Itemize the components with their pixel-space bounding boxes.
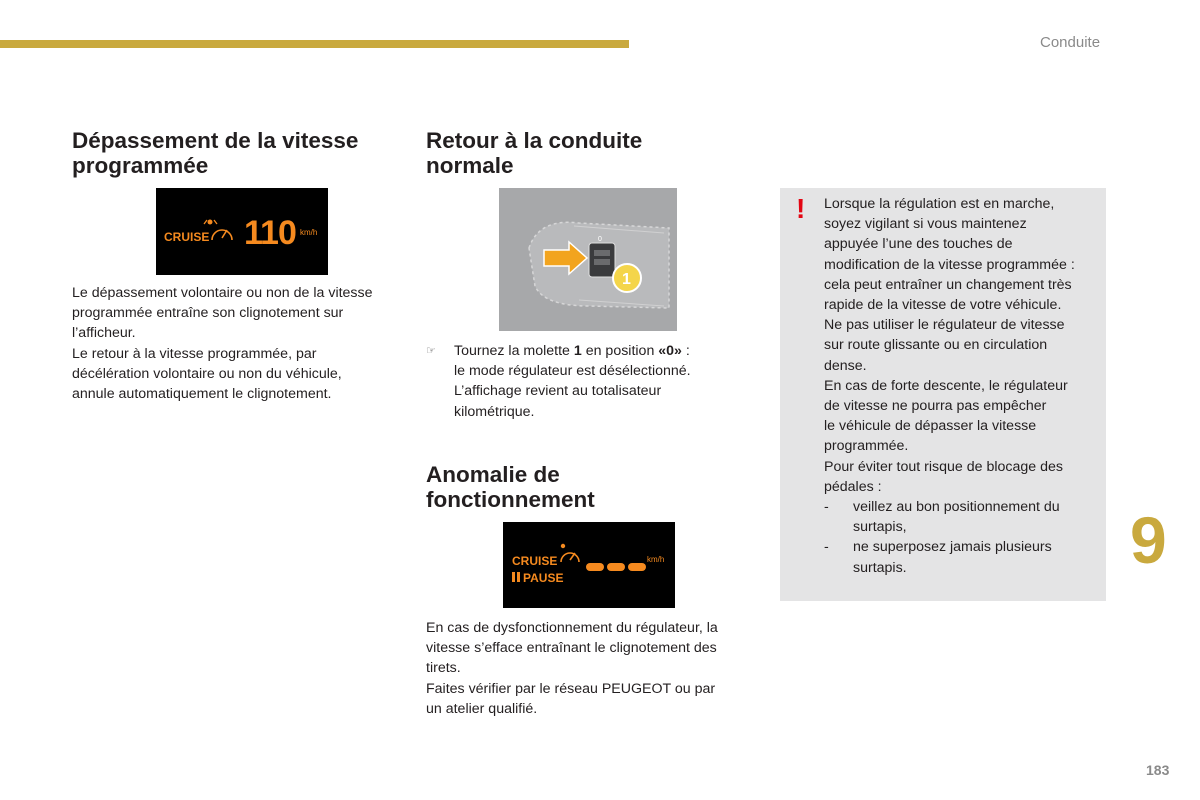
malfunction-heading: Anomalie de fonctionnement (426, 462, 595, 512)
malfunction-display-image (503, 522, 675, 608)
warning-list-item: - ne superposez jamais plusieurs surtapis. (824, 539, 1052, 576)
overspeed-display-image (156, 188, 328, 275)
header-accent-bar (0, 40, 629, 48)
cruise-label: CRUISE (164, 230, 210, 244)
cruise-label: CRUISE (512, 554, 558, 568)
return-instruction-text: Tournez la molette 1 en position «0» : le mode régulateur est désélectionné. L’affichage revient au totalisateur kilométrique. (454, 343, 691, 420)
return-heading: Retour à la conduite normale (426, 128, 643, 178)
speed-unit: km/h (300, 228, 318, 237)
pause-label: PAUSE (523, 571, 564, 585)
warning-text: Lorsque la régulation est en marche, soyez vigilant si vous maintenez appuyée l’une des touches de modification de la vitesse programmée : cela peut entraîner un changement très rapide de la vitesse de votre véhicule. Ne pas utiliser le régulateur de vitesse sur route glissante ou en circulation dense. En cas de forte descente, le régulateur de vitesse ne pourra pas empêcher le véhicule de dépasser la vitesse programmée. Pour éviter tout risque de blocage des pédales : - veillez au bon positionnement du surtapis, - ne superposez jamais plusieurs surtapis. (824, 194, 1104, 578)
overspeed-heading: Dépassement de la vitesse programmée (72, 128, 359, 178)
malfunction-paragraph: En cas de dysfonctionnement du régulateur, la vitesse s’efface entraînant le clignotement des tirets. Faites vérifier par le réseau PEUGEOT ou par un atelier qualifié. (426, 620, 718, 717)
warning-exclamation-icon: ! (796, 193, 806, 224)
speed-unit: km/h (647, 555, 665, 564)
switch-zero-label: 0 (598, 236, 602, 243)
warning-box (780, 188, 1106, 601)
marker-number: 1 (622, 271, 631, 288)
dash-segment (628, 563, 646, 571)
speed-value: 110 (244, 214, 296, 252)
page-number: 183 (1146, 762, 1170, 778)
hand-pointer-icon: ☞ (426, 345, 436, 357)
overspeed-paragraph: Le dépassement volontaire ou non de la vitesse programmée entraîne son clignotement sur l’afficheur. Le retour à la vitesse programmée, par décélération volontaire ou non du véhicule, annule automatiquement le clignotement. (72, 285, 373, 403)
section-title: Conduite (1040, 34, 1101, 51)
cruise-lever-photo (499, 188, 677, 331)
chapter-number: 9 (1130, 503, 1167, 577)
dash-segment (607, 563, 625, 571)
speedometer-icon (561, 544, 579, 562)
dash-segment (586, 563, 604, 571)
warning-list-item: - veillez au bon positionnement du surtapis, (824, 499, 1060, 536)
